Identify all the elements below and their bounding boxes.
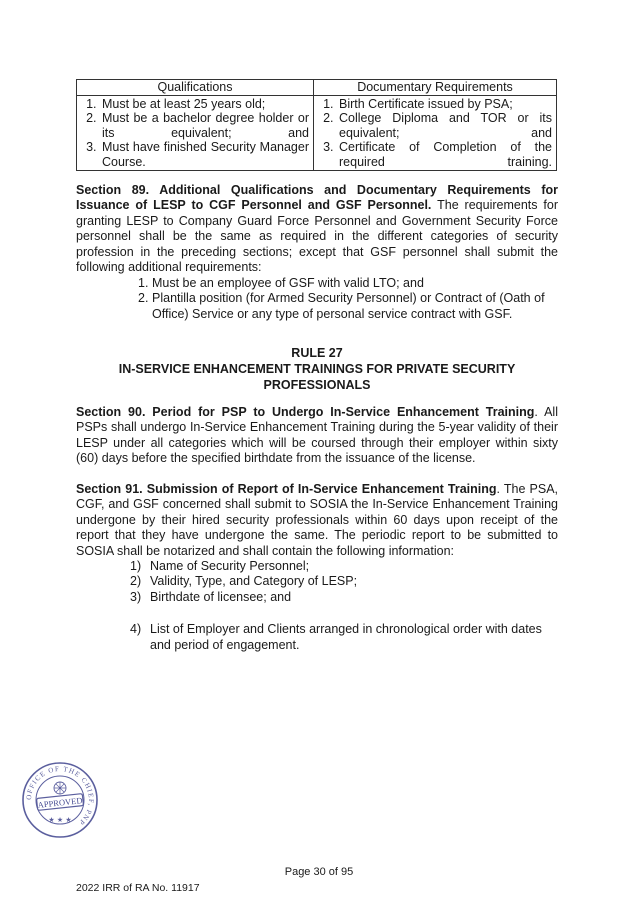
list-text: Birthdate of licensee; and xyxy=(150,589,292,604)
list-item xyxy=(130,574,558,589)
section-89-title: Section 89. Additional Qualifications and Documentary Requirements for Issuance of LESP to CGF Personnel and GSF Personnel. xyxy=(76,183,558,213)
stamp-ring-text: OFFICE OF THE CHIEF, PNP xyxy=(24,764,96,827)
table-header-row xyxy=(77,80,557,96)
list-item: 1. Birth Certificate issued by PSA; xyxy=(337,97,552,112)
stamp-label: APPROVED xyxy=(37,795,83,810)
list-number: 2) xyxy=(130,574,142,589)
svg-text:★ ★ ★: ★ ★ ★ xyxy=(48,816,72,824)
list-item: 2. Must be a bachelor degree holder or its equivalent; and xyxy=(100,111,309,140)
documents-cell xyxy=(314,95,557,171)
list-text: Must be an employee of GSF with valid LTO; and xyxy=(152,276,424,290)
list-item: 1. Must be at least 25 years old; xyxy=(100,97,309,112)
qualifications-header: Qualifications xyxy=(77,80,314,96)
list-number: 3) xyxy=(130,589,142,604)
qualifications-cell xyxy=(77,95,314,171)
list-item: 3. Certificate of Completion of the required training. xyxy=(337,140,552,169)
list-number: 1) xyxy=(130,559,142,573)
footer-text: 2022 IRR of RA No. 11917 xyxy=(76,882,200,894)
section-90-paragraph xyxy=(76,405,558,467)
rule-number: RULE 27 xyxy=(291,346,343,360)
page-number: Page 30 of 95 xyxy=(284,866,354,878)
list-item xyxy=(138,291,558,322)
list-number: 4) xyxy=(130,622,142,637)
list-item xyxy=(130,622,558,653)
section-91-list xyxy=(130,559,558,653)
list-number: 1. xyxy=(138,276,149,290)
section-89-list xyxy=(138,276,558,322)
approved-stamp-icon xyxy=(20,760,100,840)
section-90-title: Section 90. Period for PSP to Undergo In-Service Enhancement Training xyxy=(76,405,535,419)
rule-title-line-1: IN-SERVICE ENHANCEMENT TRAININGS FOR PRIVATE SECURITY xyxy=(118,362,516,376)
section-91-paragraph xyxy=(76,482,558,559)
list-item xyxy=(130,590,558,605)
section-89-paragraph xyxy=(76,183,558,275)
rule-title-line-2: PROFESSIONALS xyxy=(263,378,371,392)
list-item: 3. Must have finished Security Manager Course. xyxy=(100,140,309,169)
list-text: List of Employer and Clients arranged in chronological order with dates and period of engagement. xyxy=(150,622,542,652)
section-91-title: Section 91. Submission of Report of In-Service Enhancement Training xyxy=(76,482,497,496)
section-91-body: . The PSA, CGF, and GSF concerned shall submit to SOSIA the In-Service Enhancement Training undergone by their hired security professionals within 60 days upon receipt of the report that they have undergone the same. The periodic report to be submitted to SOSIA shall be notarized and shall contain the following information: xyxy=(76,482,559,558)
list-number: 2. xyxy=(138,291,149,306)
table-row xyxy=(77,95,557,171)
requirements-table xyxy=(76,79,557,171)
section-90-body: . All PSPs shall undergo In-Service Enhancement Training during the 5-year validity of their LESP under all categories which will be coursed through their employer within sixty (60) days before the specified birthdate from the issuance of the license. xyxy=(76,405,558,466)
list-item xyxy=(130,559,558,574)
list-item xyxy=(138,276,558,291)
list-text: Plantilla position (for Armed Security Personnel) or Contract of (Oath of Office) Service or any type of personal service contract with GSF. xyxy=(152,291,545,321)
section-89-body: The requirements for granting LESP to Company Guard Force Personnel and Government Security Force personnel shall be the same as required in the different categories of security profession in the preceding sections; except that GSF personnel shall submit the following additional requirements: xyxy=(76,198,558,275)
list-text: Validity, Type, and Category of LESP; xyxy=(150,574,358,589)
list-item: 2. College Diploma and TOR or its equivalent; and xyxy=(337,111,552,140)
list-text: Name of Security Personnel; xyxy=(150,559,310,573)
documentary-requirements-header: Documentary Requirements xyxy=(314,80,557,96)
